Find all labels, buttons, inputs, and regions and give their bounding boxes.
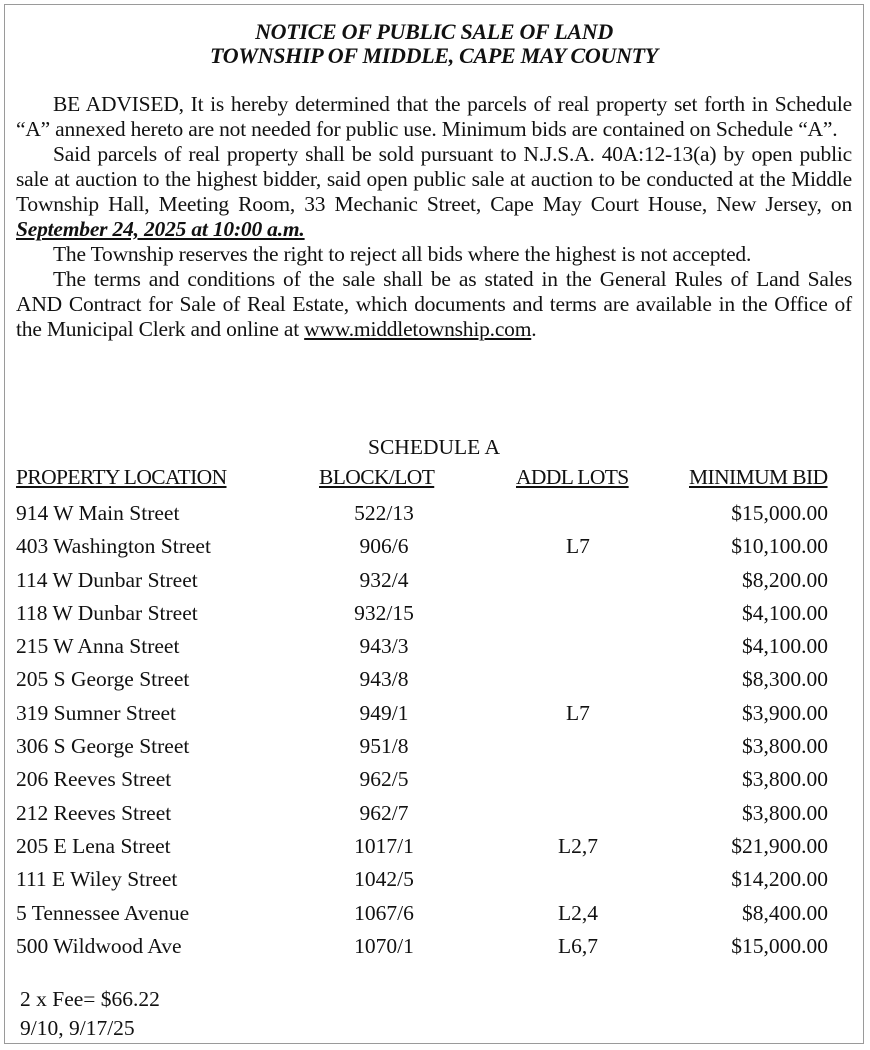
cell-property-location: 403 Washington Street xyxy=(16,534,211,559)
table-row xyxy=(16,663,854,696)
cell-block-lot: 962/7 xyxy=(359,800,409,825)
website-link[interactable]: www.middletownship.com xyxy=(304,317,532,341)
cell-property-location: 114 W Dunbar Street xyxy=(16,567,198,592)
cell-block-lot: 906/6 xyxy=(359,534,409,559)
header-minimum-bid: MINIMUM BID xyxy=(689,465,828,489)
auction-date: September 24, 2025 at 10:00 a.m. xyxy=(16,217,305,241)
cell-block-lot: 951/8 xyxy=(359,734,409,759)
cell-property-location: 212 Reeves Street xyxy=(16,800,172,825)
cell-property-location: 914 W Main Street xyxy=(16,501,180,525)
cell-block-lot: 1042/5 xyxy=(354,867,414,892)
table-row xyxy=(16,797,854,830)
table-row xyxy=(16,630,854,663)
publication-dates: 9/10, 9/17/25 xyxy=(20,1016,135,1040)
schedule-table xyxy=(16,465,854,963)
table-row xyxy=(16,830,854,863)
conditions-text: The terms and conditions of the sale shall be as stated in the General Rules of Land Sales AND Contract for Sale of Real Estate, which documents and terms are available in the Office of the Municipal Clerk and online at xyxy=(16,267,852,341)
table-row xyxy=(16,863,854,896)
cell-minimum-bid: $21,900.00 xyxy=(731,833,828,858)
cell-property-location: 206 Reeves Street xyxy=(16,767,172,792)
title-line-1: NOTICE OF PUBLIC SALE OF LAND xyxy=(255,19,613,44)
cell-addl-lots: L7 xyxy=(566,534,590,559)
table-body xyxy=(16,497,854,963)
table-header xyxy=(16,465,854,497)
header-property-location: PROPERTY LOCATION xyxy=(16,465,227,489)
cell-property-location: 306 S George Street xyxy=(16,734,190,759)
cell-addl-lots: L2,4 xyxy=(557,900,598,925)
paragraph-conditions xyxy=(16,267,852,342)
conditions-end: . xyxy=(531,317,537,341)
cell-property-location: 205 S George Street xyxy=(16,667,190,692)
cell-minimum-bid: $15,000.00 xyxy=(731,501,828,525)
header-block-lot: BLOCK/LOT xyxy=(319,465,435,489)
cell-minimum-bid: $3,800.00 xyxy=(742,767,828,792)
cell-minimum-bid: $8,200.00 xyxy=(742,567,828,592)
cell-minimum-bid: $4,100.00 xyxy=(742,634,828,659)
cell-minimum-bid: $4,100.00 xyxy=(742,600,828,625)
cell-minimum-bid: $3,800.00 xyxy=(742,800,828,825)
fee-line: 2 x Fee= $66.22 xyxy=(20,987,160,1011)
schedule-title: SCHEDULE A xyxy=(368,435,500,459)
cell-minimum-bid: $15,000.00 xyxy=(731,933,828,958)
cell-block-lot: 1070/1 xyxy=(354,933,414,958)
cell-block-lot: 522/13 xyxy=(354,501,414,525)
cell-block-lot: 949/1 xyxy=(359,700,409,725)
table-row xyxy=(16,597,854,630)
cell-minimum-bid: $3,900.00 xyxy=(742,700,828,725)
paragraph-advised: BE ADVISED, It is hereby determined that the parcels of real property set forth in Schedule “A” annexed hereto are not needed for public use. Minimum bids are contained on Schedule “A”. xyxy=(16,92,852,141)
cell-property-location: 111 E Wiley Street xyxy=(16,867,178,892)
cell-minimum-bid: $10,100.00 xyxy=(731,534,828,559)
table-row xyxy=(16,697,854,730)
table-row xyxy=(16,564,854,597)
publication-footer xyxy=(20,985,160,1043)
legal-notice xyxy=(4,4,864,1044)
cell-block-lot: 1017/1 xyxy=(354,833,414,858)
cell-minimum-bid: $14,200.00 xyxy=(731,867,828,892)
table-row xyxy=(16,497,854,530)
cell-addl-lots: L2,7 xyxy=(557,833,598,858)
cell-property-location: 118 W Dunbar Street xyxy=(16,600,198,625)
cell-property-location: 205 E Lena Street xyxy=(16,833,171,858)
cell-property-location: 5 Tennessee Avenue xyxy=(16,900,190,925)
paragraph-reserve-right: The Township reserves the right to reject all bids where the highest is not accepted. xyxy=(53,242,752,266)
cell-minimum-bid: $8,300.00 xyxy=(742,667,828,692)
cell-minimum-bid: $8,400.00 xyxy=(742,900,828,925)
table-row xyxy=(16,530,854,563)
cell-block-lot: 962/5 xyxy=(359,767,409,792)
cell-block-lot: 1067/6 xyxy=(354,900,414,925)
cell-addl-lots: L7 xyxy=(566,700,590,725)
cell-block-lot: 943/3 xyxy=(359,634,409,659)
cell-block-lot: 943/8 xyxy=(359,667,409,692)
cell-property-location: 500 Wildwood Ave xyxy=(16,933,182,958)
table-row xyxy=(16,930,854,963)
title-line-2: TOWNSHIP OF MIDDLE, CAPE MAY COUNTY xyxy=(210,43,658,68)
table-row xyxy=(16,730,854,763)
header-addl-lots: ADDL LOTS xyxy=(516,465,629,489)
notice-title xyxy=(5,20,863,68)
paragraph-sale-terms xyxy=(16,142,852,242)
cell-minimum-bid: $3,800.00 xyxy=(742,734,828,759)
cell-block-lot: 932/15 xyxy=(354,600,414,625)
sale-terms-text: Said parcels of real property shall be sold pursuant to N.J.S.A. 40A:12-13(a) by open public sale at auction to the highest bidder, said open public sale at auction to be conducted at the Middle Township Hall, Meeting Room, 33 Mechanic Street, Cape May Court House, New Jersey, on xyxy=(16,142,852,216)
table-row xyxy=(16,897,854,930)
notice-body xyxy=(16,92,852,342)
cell-property-location: 319 Sumner Street xyxy=(16,700,177,725)
cell-block-lot: 932/4 xyxy=(359,567,409,592)
cell-addl-lots: L6,7 xyxy=(557,933,598,958)
table-row xyxy=(16,763,854,796)
cell-property-location: 215 W Anna Street xyxy=(16,634,180,659)
